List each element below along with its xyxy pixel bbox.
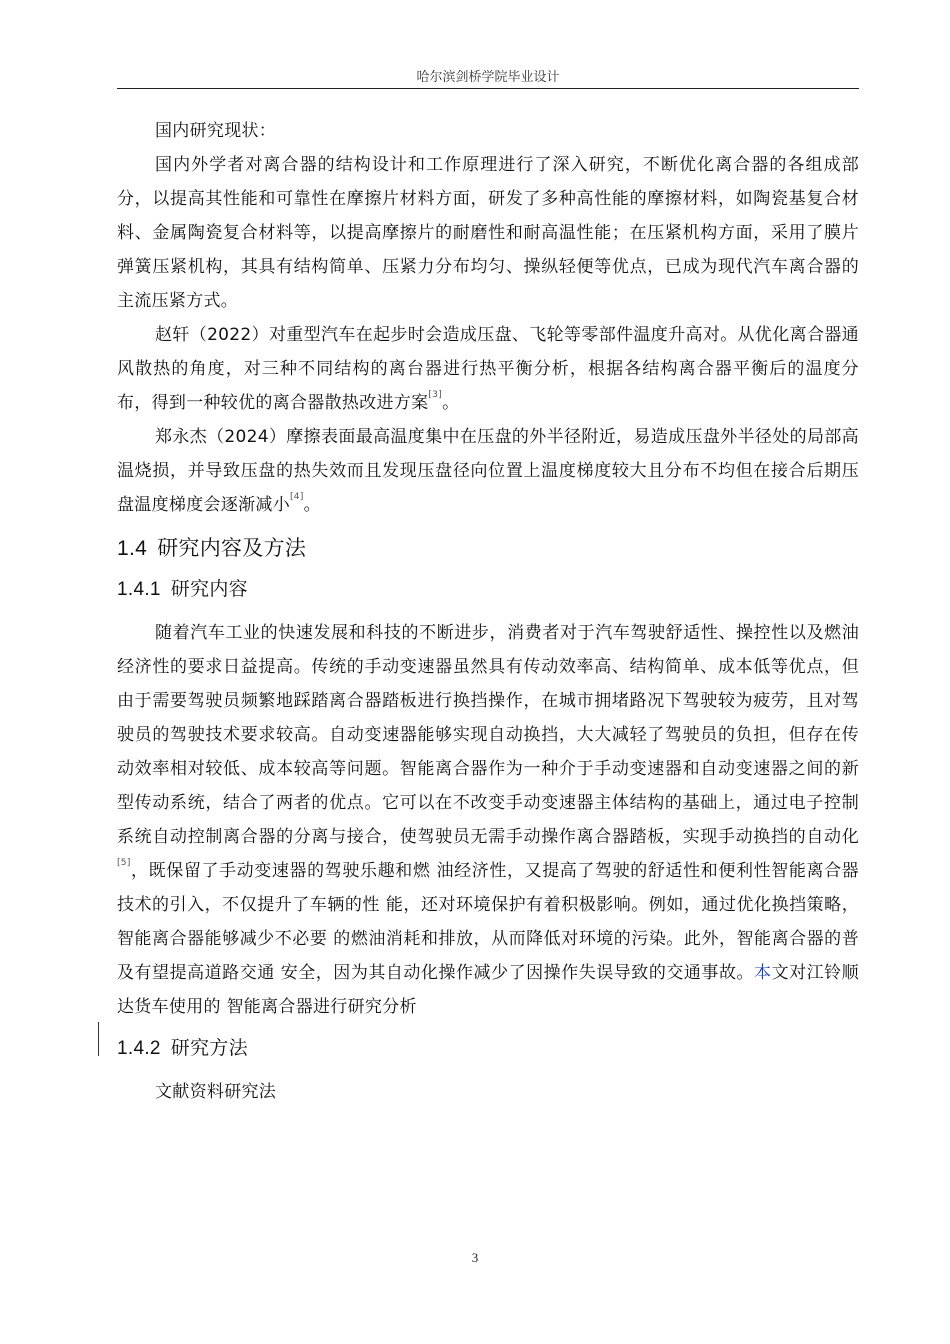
citation-5[interactable]: [5]	[117, 858, 131, 868]
paragraph-research-method: 文献资料研究法	[155, 1082, 277, 1102]
citation-3[interactable]: [3]	[428, 390, 443, 400]
research-content-text-a: 随着汽车工业的快速发展和科技的不断进步，消费者对于汽车驾驶舒适性、操控性以及燃油经济性的要求日益提高。传统的手动变速器虽然具有传动效率高、结构简单、成本低等优点，但由于需要驾驶员频繁地踩踏离合器踏板进行换挡操作，在城市拥堵路况下驾驶较为疲劳，且对驾驶员的驾驶技术要求较高。自动变速器能够实现自动换挡，大大减轻了驾驶员的负担，但存在传动效率相对较低、成本较高等问题。智能离合器作为一种介于手动变速器和自动变速器之间的新型传动系统，结合了两者的优点。它可以在不改变手动变速器主体结构的基础上，通过电子控制系统自动控制离合器的分离与接合，使驾驶员无需手动操作离合器踏板，实现手动换挡的自动化	[117, 623, 859, 847]
revision-change-bar	[98, 1022, 99, 1056]
zheng-yongjie-text: 郑永杰（2024）摩擦表面最高温度集中在压盘的外半径附近，易造成压盘外半径处的局部高温烧损，并导致压盘的热失效而且发现压盘径向位置上温度梯度较大且分布不均但在接合后期压盘温度梯度会逐渐减小	[117, 427, 859, 515]
zhao-xuan-end: 。	[442, 393, 460, 413]
paragraph-research-content	[117, 616, 859, 1024]
header-divider	[117, 88, 859, 89]
document-body	[117, 114, 859, 1109]
paragraph-zhao-xuan	[117, 318, 859, 420]
page-number: 3	[471, 1250, 479, 1265]
zheng-yongjie-end: 。	[303, 495, 321, 515]
paragraph-zheng-yongjie	[117, 420, 859, 522]
subsection-title: 研究内容	[170, 578, 248, 600]
section-heading-1-4-1	[117, 577, 859, 602]
page-header: 哈尔滨剑桥学院毕业设计	[416, 70, 560, 85]
zhao-xuan-text: 赵轩（2022）对重型汽车在起步时会造成压盘、飞轮等零部件温度升高对。从优化离合器通风散热的角度，对三种不同结构的离台器进行热平衡分析，根据各结构离合器平衡后的温度分布，得到一种较优的离合器散热改进方案	[117, 325, 859, 413]
citation-4[interactable]: [4]	[290, 492, 304, 502]
paragraph-domestic-research: 国内外学者对离合器的结构设计和工作原理进行了深入研究，不断优化离合器的各组成部分，以提高其性能和可靠性在摩擦片材料方面，研发了多种高性能的摩擦材料，如陶瓷基复合材料、金属陶瓷复合材料等，以提高摩擦片的耐磨性和耐高温性能；在压紧机构方面，采用了膜片弹簧压紧机构，其具有结构简单、压紧力分布均匀、操纵轻便等优点，已成为现代汽车离合器的主流压紧方式。	[117, 155, 859, 311]
section-number: 1.4	[117, 537, 148, 560]
section-heading-1-4-2	[117, 1036, 859, 1061]
research-content-text-c: 文对江铃顺达货车使用的 智能离合器进行研究分析	[117, 963, 859, 1017]
research-content-text-b: ，既保留了手动变速器的驾驶乐趣和燃 油经济性，又提高了驾驶的舒适性和便利性智能离合器技术的引入，不仅提升了车辆的性 能，还对环境保护有着积极影响。例如，通过优化换挡策略，智能离合器能够减少不必要 的燃油消耗和排放，从而降低对环境的污染。此外，智能离合器的普及有望提高道路交通 安全，因为其自动化操作减少了因操作失误导致的交通事故。	[117, 861, 859, 983]
section-heading-1-4	[117, 536, 859, 561]
tracked-change-text[interactable]: 本	[754, 963, 772, 983]
domestic-status-label: 国内研究现状：	[155, 121, 277, 141]
subsection-title: 研究方法	[170, 1037, 248, 1059]
subsection-number: 1.4.1	[117, 579, 161, 600]
subsection-number: 1.4.2	[117, 1038, 161, 1059]
section-title: 研究内容及方法	[157, 536, 307, 560]
